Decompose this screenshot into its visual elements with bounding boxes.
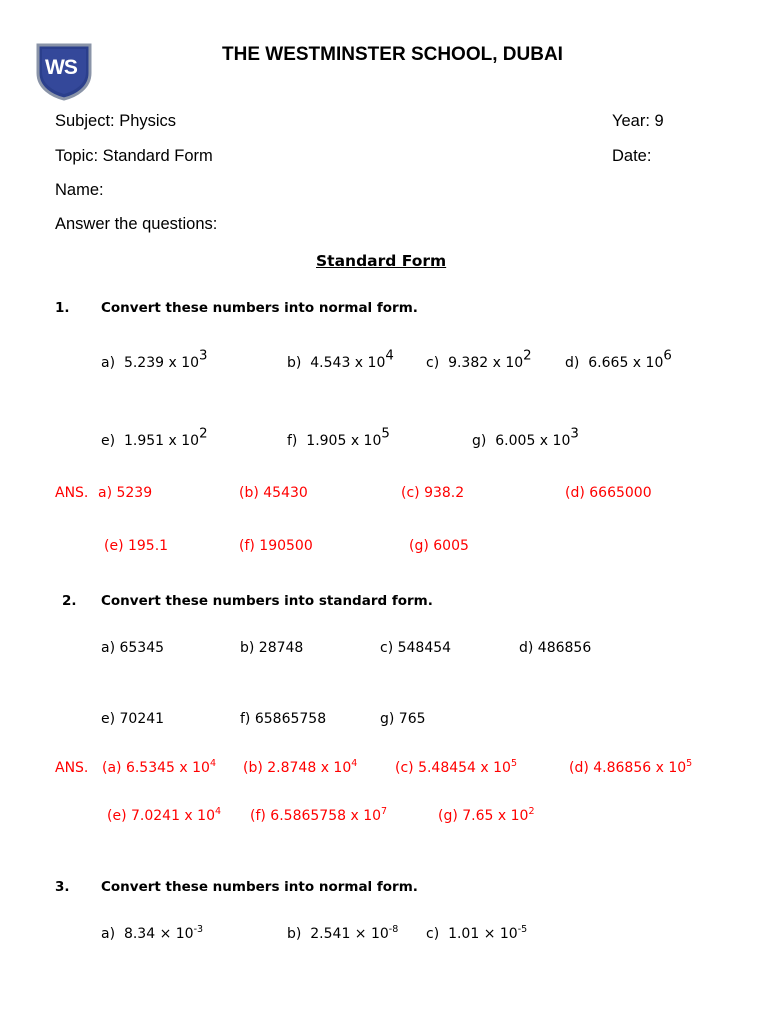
q1-item-d: d) 6.665 x $10^6$ <box>565 348 672 371</box>
q1-ans-prefix: ANS. <box>55 485 89 501</box>
q1-answer-a: a) 5239 <box>98 485 153 501</box>
q2-item-c: c) 548454 <box>380 640 452 656</box>
q2-item-e: e) 70241 <box>101 711 165 727</box>
q1-answer-d: (d) 6665000 <box>565 485 652 501</box>
school-logo <box>36 43 92 101</box>
q2-ans-prefix: ANS. <box>55 760 89 776</box>
q2-item-b: b) 28748 <box>240 640 304 656</box>
q1-answer-f: (f) 190500 <box>239 538 313 554</box>
q2-item-f: f) 65865758 <box>240 711 327 727</box>
q2-item-a: a) 65345 <box>101 640 165 656</box>
school-name: THE WESTMINSTER SCHOOL, DUBAI <box>222 44 563 65</box>
q2-answer-a: (a) 6.5345 x $10^4$ <box>102 757 217 776</box>
page-heading: Standard Form <box>316 252 447 270</box>
q1-number: 1. <box>55 300 70 316</box>
instruction-text: Answer the questions: <box>55 215 218 233</box>
logo-text: WS <box>45 56 77 79</box>
q1-item-e: e) 1.951 x $10^2$ <box>101 426 208 449</box>
q2-answer-b: (b) 2.8748 x $10^4$ <box>243 757 358 776</box>
q2-item-d: d) 486856 <box>519 640 592 656</box>
q2-answer-e: (e) 7.0241 x $10^4$ <box>107 805 222 824</box>
subject-label: Subject: Physics <box>55 112 177 130</box>
q1-item-c: c) 9.382 x $10^2$ <box>426 348 532 371</box>
q3-item-a: a) $8.34 \times 10^{-3}$ <box>101 923 204 942</box>
q1-item-g: g) 6.005 x $10^3$ <box>472 426 579 449</box>
q1-answer-b: (b) 45430 <box>239 485 308 501</box>
q2-number: 2. <box>62 593 77 609</box>
q1-answer-g: (g) 6005 <box>409 538 469 554</box>
q1-prompt: Convert these numbers into normal form. <box>101 300 418 316</box>
date-label: Date: <box>612 147 652 165</box>
q3-number: 3. <box>55 879 70 895</box>
q2-answer-c: (c) 5.48454 x $10^5$ <box>395 757 518 776</box>
q1-answer-c: (c) 938.2 <box>401 485 465 501</box>
q2-answer-f: (f) 6.5865758 x $10^7$ <box>250 805 388 824</box>
year-label: Year: 9 <box>612 112 664 130</box>
q3-item-b: b) $2.541 \times 10^{-8}$ <box>287 923 399 942</box>
q2-answer-d: (d) 4.86856 x $10^5$ <box>569 757 693 776</box>
q1-item-f: f) 1.905 x $10^5$ <box>287 426 390 449</box>
topic-label: Topic: Standard Form <box>55 147 213 165</box>
q3-prompt: Convert these numbers into normal form. <box>101 879 418 895</box>
name-label: Name: <box>55 181 104 199</box>
q2-prompt: Convert these numbers into standard form. <box>101 593 433 609</box>
q3-item-c: c) $1.01 \times 10^{-5}$ <box>426 923 528 942</box>
q1-answer-e: (e) 195.1 <box>104 538 169 554</box>
q1-item-a: a) 5.239 x $10^3$ <box>101 348 208 371</box>
q2-item-g: g) 765 <box>380 711 426 727</box>
q1-item-b: b) 4.543 x $10^4$ <box>287 348 394 371</box>
q2-answer-g: (g) 7.65 x $10^2$ <box>438 805 535 824</box>
